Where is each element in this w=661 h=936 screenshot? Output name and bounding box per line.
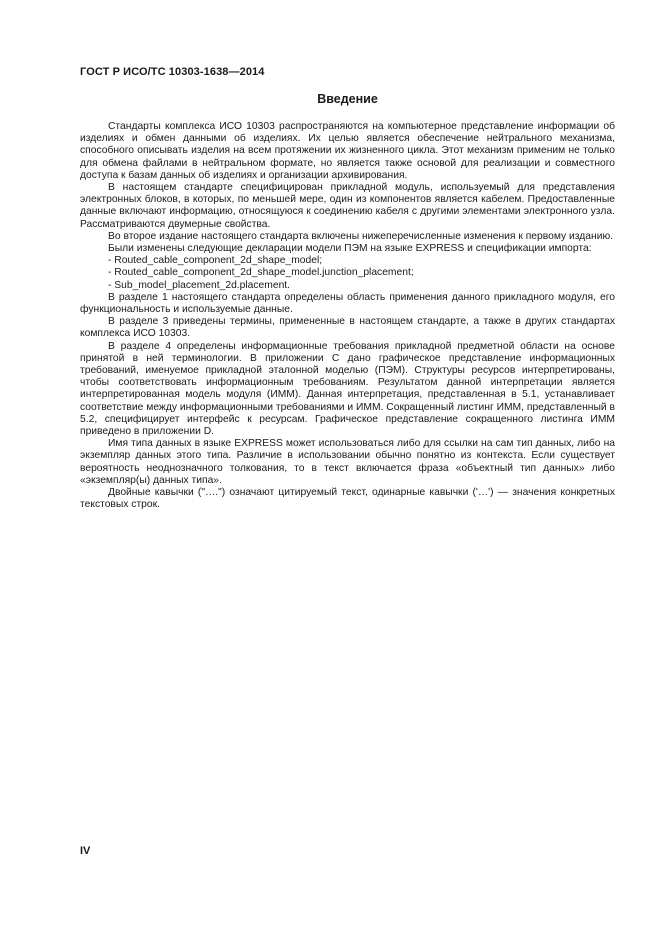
paragraph: Во второе издание настоящего стандарта включены нижеперечисленные изменения к первому изданию. [108,230,614,242]
paragraph: В разделе 3 приведены термины, примененные в настоящем стандарте, а также в других стандартах комплекса ИСО 10303. [80,316,615,340]
paragraph: В настоящем стандарте специфицирован прикладной модуль, используемый для представления электронных блоков, в которых, по меньшей мере, один из компонентов является кабелем. Предоставленные данные включают информацию, относящуюся к соединению кабеля с другими элементами электронного узла. Рассматриваются двумерные свойства. [80,182,615,230]
list-item: - Sub_model_placement_2d.placement. [108,279,291,291]
list-item: - Routed_cable_component_2d_shape_model; [108,255,323,267]
paragraph: В разделе 1 настоящего стандарта определены область применения данного прикладного модуля, его функциональность и используемые данные. [80,291,615,316]
section-title: Введение [317,92,378,106]
paragraph: Были изменены следующие декларации модели ПЭМ на языке EXPRESS и спецификации импорта: [108,243,592,255]
paragraph: Имя типа данных в языке EXPRESS может использоваться либо для ссылки на сам тип данных, либо на экземпляр данных этого типа. Различие в использовании обычно понятно из контекста. Если существует вероятность неоднозначного толкования, то в текст включается фраза «объектный тип данных» либо «экземпляр(ы) данных типа». [80,438,615,486]
list-item: - Routed_cable_component_2d_shape_model.junction_placement; [108,267,414,279]
paragraph: Двойные кавычки ("….") означают цитируемый текст, одинарные кавычки ('…') — значения конкретных текстовых строк. [80,487,615,511]
paragraph: Стандарты комплекса ИСО 10303 распространяются на компьютерное представление информации об изделиях и обмен данными об изделиях. Их целью является обеспечение нейтрального механизма, способного описывать изделия на всем протяжении их жизненного цикла. Этот механизм применим не только для обмена файлами в нейтральном формате, но является также основой для реализации и совместного доступа к базам данных об изделиях и организации архивирования. [80,121,615,181]
paragraph: В разделе 4 определены информационные требования прикладной предметной области на основе принятой в ней терминологии. В приложении С дано графическое представление информационных требований, именуемое прикладной эталонной моделью (ПЭМ). Структуры ресурсов интерпретированы, чтобы соответствовать информационным требованиям. Результатом данной интерпретации является интерпретированная модель модуля (ИММ). Данная интерпретация, представленная в 5.1, устанавливает соответствие между информационными требованиями и ИММ. Сокращенный листинг ИММ, представленный в 5.2, специфицирует интерфейс к ресурсам. Графическое представление сокращенного листинга ИММ приведено в приложении D. [80,340,615,438]
page-number: IV [80,845,91,857]
body-text [80,121,615,512]
document-header: ГОСТ Р ИСО/ТС 10303-1638—2014 [80,66,265,78]
